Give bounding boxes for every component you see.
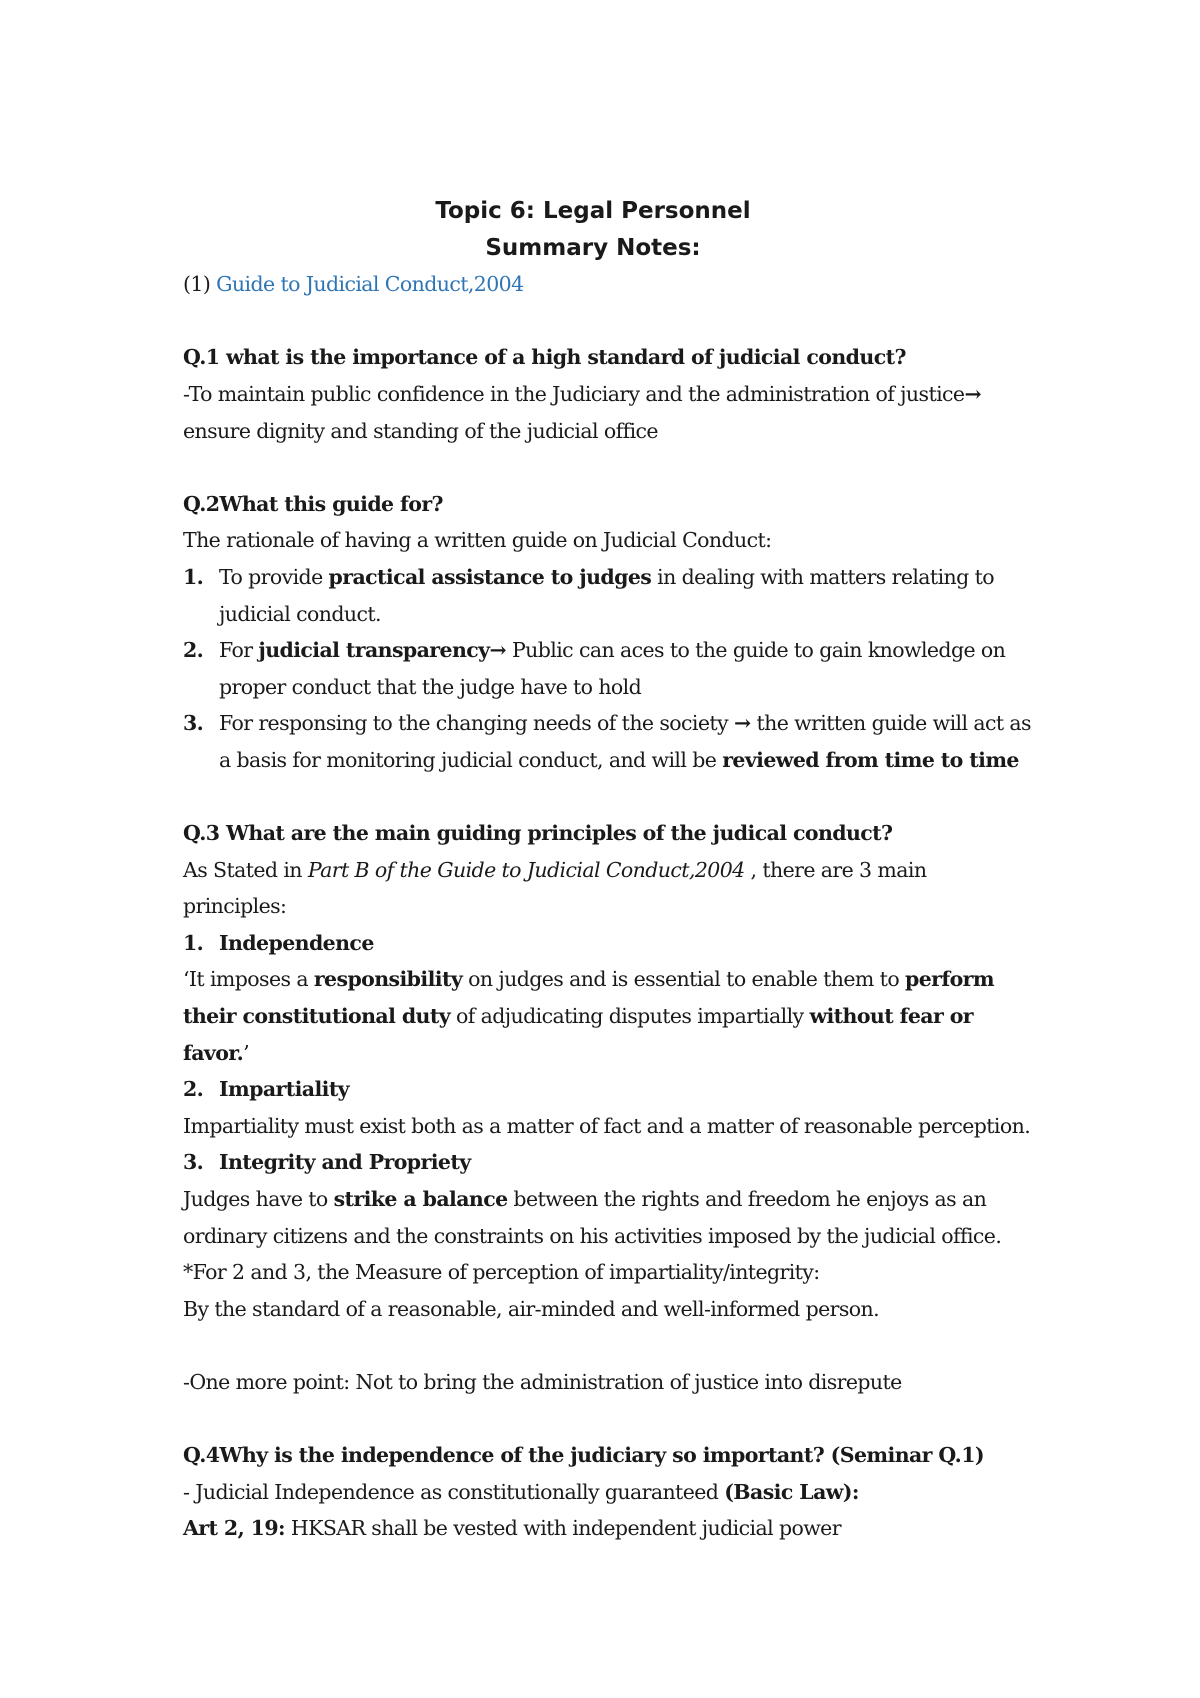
principle-heading [183, 1144, 1033, 1181]
note-line: *For 2 and 3, the Measure of perception of impartiality/integrity: [183, 1260, 820, 1285]
q2-intro: The rationale of having a written guide on Judicial Conduct: [183, 528, 772, 553]
arrow-icon: → [489, 638, 507, 663]
list-item [183, 705, 1033, 778]
principle-number: 2. [183, 1077, 204, 1102]
arrow-icon: → [733, 711, 751, 736]
text: - Judicial Independence as constitutionally guaranteed [183, 1479, 725, 1504]
q3-intro [183, 852, 1033, 925]
principle-title: Independence [219, 930, 374, 955]
text: of adjudicating disputes impartially [450, 1004, 810, 1029]
list-text: To provide [219, 564, 329, 589]
note-line: By the standard of a reasonable, air-minded and well-informed person. [183, 1296, 880, 1321]
q3-question: Q.3 What are the main guiding principles of the judical conduct? [183, 821, 893, 846]
principle-title: Integrity and Propriety [219, 1150, 471, 1175]
text: HKSAR shall be vested with independent judicial power [284, 1516, 841, 1541]
reference-number: (1) [183, 272, 217, 297]
q3-intro-text-2: , there are 3 main principles: [183, 857, 927, 919]
q2-question: Q.2What this guide for? [183, 491, 443, 516]
list-number: 3. [183, 711, 204, 736]
extra-point: -One more point: Not to bring the administration of justice into disrepute [183, 1370, 902, 1394]
spacer [183, 449, 1033, 486]
list-item [183, 632, 1033, 705]
list-bold: reviewed from time to time [722, 747, 1019, 772]
document-title: Topic 6: Legal Personnel [435, 198, 751, 224]
principle-text [183, 961, 1033, 1071]
bold-text: Art 2, 19: [183, 1516, 285, 1541]
spacer [183, 303, 1033, 340]
list-text: Public can aces to the guide to gain knowledge on proper conduct that the judge have to hold [219, 638, 1006, 699]
q4-question: Q.4Why is the independence of the judiciary so important? (Seminar Q.1) [183, 1443, 984, 1468]
q4-line [183, 1474, 1033, 1511]
bold-text: (Basic Law): [724, 1479, 859, 1504]
bold-text: perform their constitutional duty [183, 967, 994, 1029]
spacer [183, 779, 1033, 816]
principle-text: Impartiality must exist both as a matter of fact and a matter of reasonable perception. [183, 1113, 1031, 1138]
q1-answer-text: -To maintain public confidence in the Judiciary and the administration of justice [183, 381, 965, 406]
list-text: in dealing with matters relating to judicial conduct. [219, 564, 994, 626]
spacer [183, 1401, 1033, 1438]
principle-heading [183, 1071, 1033, 1108]
principle-title: Impartiality [219, 1077, 349, 1102]
list-bold: judicial transparency [258, 638, 490, 663]
spacer [183, 1327, 1033, 1364]
text: between the rights and freedom he enjoys as an ordinary citizens and the constraints on his activities imposed by the judicial office. [183, 1187, 1002, 1248]
list-number: 1. [183, 564, 204, 589]
list-text: For [219, 638, 259, 663]
text: ‘It imposes a [183, 967, 314, 992]
list-number: 2. [183, 638, 204, 663]
bold-text: responsibility [313, 967, 463, 992]
principle-heading [183, 925, 1033, 962]
q3-intro-text: As Stated in [183, 857, 308, 882]
q1-question: Q.1 what is the importance of a high standard of judicial conduct? [183, 345, 906, 370]
q1-answer-text-2: ensure dignity and standing of the judicial office [183, 418, 658, 443]
list-text: For responsing to the changing needs of the society [219, 711, 734, 736]
list-item [183, 559, 1033, 632]
q1-answer [183, 376, 1033, 449]
document-body [183, 193, 1033, 1547]
reference-line [183, 266, 1033, 303]
principle-text [183, 1181, 1033, 1254]
arrow-icon: → [964, 381, 982, 406]
document-subtitle: Summary Notes: [485, 234, 701, 261]
bold-text: without fear or favor. [183, 1004, 973, 1065]
q4-line [183, 1510, 1033, 1547]
bold-text: strike a balance [333, 1187, 508, 1212]
text: on judges and is essential to enable them to [462, 967, 905, 992]
text: ’ [243, 1040, 250, 1065]
principle-number: 3. [183, 1150, 204, 1175]
q3-intro-italic: Part B of the Guide to Judicial Conduct,2004 [307, 857, 745, 882]
reference-link[interactable]: Guide to Judicial Conduct,2004 [216, 272, 524, 297]
text: Judges have to [183, 1187, 334, 1212]
principle-number: 1. [183, 930, 204, 955]
list-text: the written guide will act as a basis for monitoring judicial conduct, and will be [219, 711, 1031, 772]
list-bold: practical assistance to judges [328, 564, 652, 589]
